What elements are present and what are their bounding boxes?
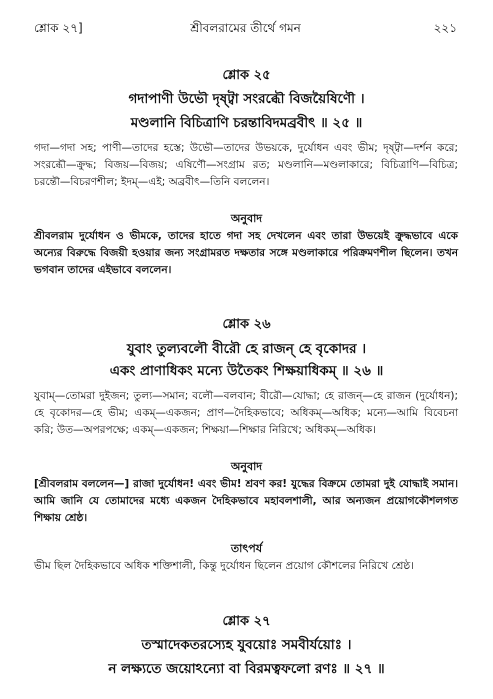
header-verse-ref: শ্লোক ২৭] xyxy=(34,21,83,35)
verse-27-number: শ্লোক ২৭ xyxy=(222,614,271,629)
verse-25-synonyms xyxy=(34,140,458,191)
verse-26-translation xyxy=(34,476,458,527)
verse-26-purport xyxy=(34,558,458,575)
verse-26-translation-text: [শ্রীবলরাম বললেন—] রাজা দুর্যোধন! এবং ভীম! শ্রবণ কর! যুদ্ধের বিক্রমে তোমরা দুই যোদ্ধাই সমান। আমি জানি যে তোমাদের মধ্যে একজন দৈহিকভাবে মহাবলশালী, আর অন্যজন প্রয়োগকৌশলগত শিক্ষায় শ্রেষ্ঠ। xyxy=(34,478,458,524)
verse-25-translation-text: শ্রীবলরাম দুর্যোধন ও ভীমকে, তাদের হাতে গদা সহ দেখলেন এবং তারা উভয়েই ক্রুদ্ধভাবে একে অন্যের বিরুদ্ধে বিজয়ী হওয়ার জন্য সংগ্রামরত দক্ষতার সঙ্গে মণ্ডলাকারে পরিক্রমণশীল ছিলেন। তখন ভগবান তাদের এইভাবে বললেন। xyxy=(34,230,458,276)
verse-26-number: শ্লোক ২৬ xyxy=(222,317,271,332)
verse-26-synonyms-text: যুবাম্—তোমরা দুইজন; তুল্য—সমান; বলৌ—বলবান; বীরৌ—যোদ্ধা; হে রাজন্—হে রাজন (দুর্যোধন); হে বৃকোদর—হে ভীম; একম্—একজন; প্রাণ—দৈহিকভাবে; অধিকম্—অধিক; মন্যে—আমি বিবেচনা করি; উত—অপরপক্ষে; একম্—একজন; শিক্ষয়া—শিক্ষার নিরিখে; অধিকম্—অধিক। xyxy=(34,390,458,436)
verse-27-line-2: ন লক্ষ্যতে জয়োঽন্যো বা বিরমত্বফলো রণঃ ॥ ২৭ ॥ xyxy=(108,661,385,677)
verse-26-translation-heading: অনুবাদ xyxy=(230,460,263,473)
header-page-number: ২২১ xyxy=(433,21,457,35)
verse-25-line-1: গদাপাণী উভৌ দৃষ্ট্বা সংরব্ধৌ বিজয়ৈষিণৌ । xyxy=(128,91,365,107)
verse-25-synonyms-text: গদা—গদা সহ; পাণী—তাদের হস্তে; উভৌ—তাদের উভয়কে, দুর্যোধন এবং ভীম; দৃষ্ট্বা—দর্শন করে; সংরব্ধৌ—ক্রুদ্ধ; বিজয়—বিজয়; এষিণৌ—সংগ্রাম রত; মণ্ডলানি—মণ্ডলাকারে; বিচিত্রাণি—বিচিত্র; চরন্তৌ—বিচরণশীল; ইদম্—এই; অব্রবীৎ—তিনি বললেন। xyxy=(34,142,458,188)
header-chapter-title: শ্রীবলরামের তীর্থে গমন xyxy=(190,21,301,35)
verse-25-number: শ্লোক ২৫ xyxy=(222,68,271,83)
running-header xyxy=(34,20,457,40)
verse-26-purport-text: ভীম ছিল দৈহিকভাবে অধিক শক্তিশালী, কিন্তু দুর্যোধন ছিলেন প্রয়োগ কৌশলের নিরিখে শ্রেষ্ঠ। xyxy=(34,560,414,572)
verse-26-purport-heading: তাৎপর্য xyxy=(230,542,263,555)
verse-26-synonyms xyxy=(34,388,458,439)
verse-26-line-1: যুবাং তুল্যবলৌ বীরৌ হে রাজন্ হে বৃকোদর । xyxy=(126,341,367,357)
verse-25-translation-heading: অনুবাদ xyxy=(230,212,263,225)
verse-25-translation xyxy=(34,228,458,279)
verse-27-line-1: তস্মাদেকতরস্যেহ যুবয়োঃ সমবীর্যয়োঃ । xyxy=(141,637,352,653)
verse-25-line-2: মণ্ডলানি বিচিত্রাণি চরন্তাবিদমব্রবীৎ ॥ ২৫ ॥ xyxy=(130,115,363,131)
verse-26-line-2: একং প্রাণাধিকং মন্যে উতৈকং শিক্ষয়াধিকম্ ॥ ২৬ ॥ xyxy=(109,363,384,379)
